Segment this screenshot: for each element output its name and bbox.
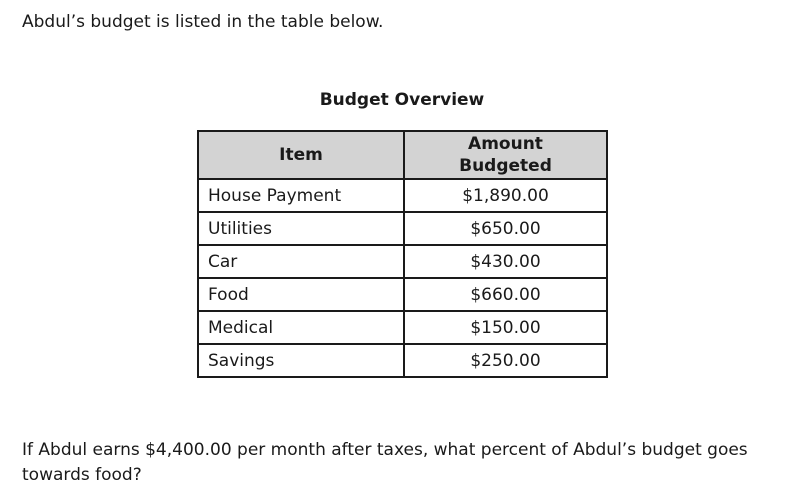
question-text: If Abdul earns $4,400.00 per month after taxes, what percent of Abdul’s budget goes towards food? bbox=[22, 440, 748, 485]
amount-header-line1: Amount bbox=[468, 134, 543, 154]
budget-table bbox=[197, 130, 608, 378]
table-row bbox=[198, 344, 607, 377]
table-row bbox=[198, 212, 607, 245]
table-title: Budget Overview bbox=[319, 90, 485, 110]
intro-text: Abdul’s budget is listed in the table below. bbox=[22, 12, 384, 32]
item-column-header: Item bbox=[198, 131, 404, 179]
amount-column-header bbox=[404, 131, 607, 179]
table-row bbox=[198, 179, 607, 212]
row-item-house-payment: House Payment bbox=[198, 179, 404, 212]
row-item-utilities: Utilities bbox=[198, 212, 404, 245]
row-amount-utilities: $650.00 bbox=[404, 212, 607, 245]
row-amount-car: $430.00 bbox=[404, 245, 607, 278]
amount-header-line2: Budgeted bbox=[459, 156, 552, 176]
table-header-row bbox=[198, 131, 607, 179]
table-row bbox=[198, 311, 607, 344]
row-amount-medical: $150.00 bbox=[404, 311, 607, 344]
row-amount-house-payment: $1,890.00 bbox=[404, 179, 607, 212]
row-item-savings: Savings bbox=[198, 344, 404, 377]
table-row bbox=[198, 278, 607, 311]
row-amount-food: $660.00 bbox=[404, 278, 607, 311]
row-item-food: Food bbox=[198, 278, 404, 311]
table-row bbox=[198, 245, 607, 278]
row-amount-savings: $250.00 bbox=[404, 344, 607, 377]
row-item-car: Car bbox=[198, 245, 404, 278]
row-item-medical: Medical bbox=[198, 311, 404, 344]
